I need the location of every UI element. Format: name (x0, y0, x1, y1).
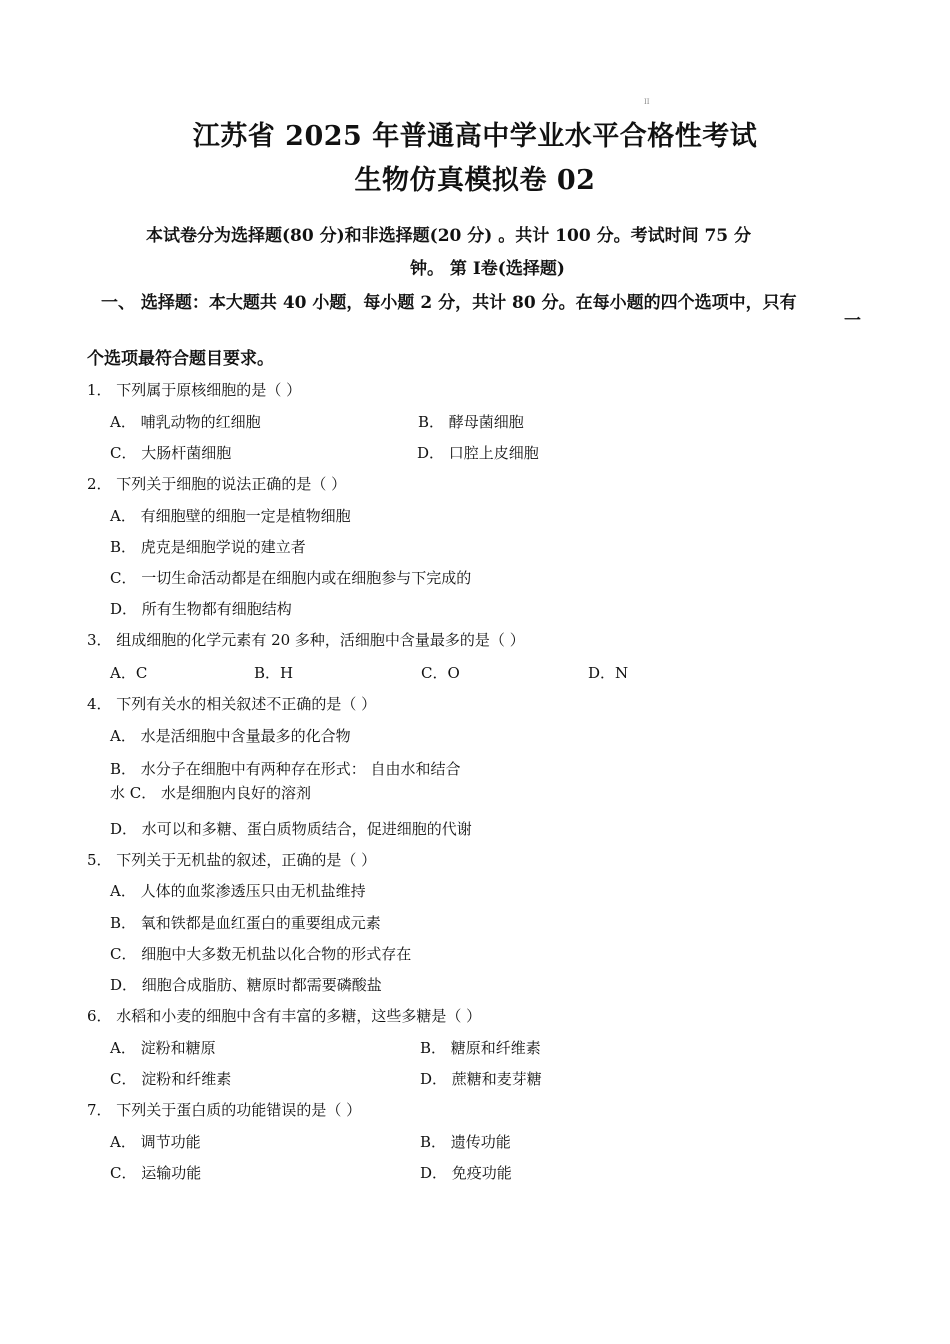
question-option: B． 虎克是细胞学说的建立者 (110, 538, 306, 556)
section-instructions-wrap: 一 (844, 311, 861, 331)
question-option: C． 一切生命活动都是在细胞内或在细胞参与下完成的 (110, 569, 472, 587)
exam-info-line-1: 本试卷分为选择题(80 分)和非选择题(20 分) 。共计 100 分。考试时间 75 分 (146, 226, 752, 246)
question-option: B． 酵母菌细胞 (418, 413, 524, 431)
question-option: C． 运输功能 (110, 1164, 202, 1182)
question-option: B． 糖原和纤维素 (420, 1039, 541, 1057)
question-option: A． 水是活细胞中含量最多的化合物 (110, 727, 351, 745)
question-option: C． 淀粉和纤维素 (110, 1070, 232, 1088)
question-option: A． 调节功能 (110, 1133, 201, 1151)
question-option: D． 口腔上皮细胞 (417, 444, 539, 462)
question-stem: 4． 下列有关水的相关叙述不正确的是（ ） (87, 695, 377, 713)
section-instructions: 一、 选择题：本大题共 40 小题，每小题 2 分，共计 80 分。在每小题的四个选项中，只有 (101, 293, 797, 313)
question-stem: 2． 下列关于细胞的说法正确的是（ ） (87, 475, 347, 493)
question-option: B． 遗传功能 (420, 1133, 511, 1151)
section-instructions-continued: 个选项最符合题目要求。 (87, 349, 274, 369)
question-option: D．N (588, 664, 629, 682)
question-option: B． 氧和铁都是血红蛋白的重要组成元素 (110, 914, 381, 932)
question-option: C． 大肠杆菌细胞 (110, 444, 232, 462)
exam-subtitle: 生物仿真模拟卷 02 (354, 165, 596, 196)
question-stem: 7． 下列关于蛋白质的功能错误的是（ ） (87, 1101, 362, 1119)
question-option: D． 细胞合成脂肪、糖原时都需要磷酸盐 (110, 976, 382, 994)
question-stem: 3． 组成细胞的化学元素有 20 多种，活细胞中含量最多的是（ ） (87, 631, 525, 649)
question-option: B． 水分子在细胞中有两种存在形式： 自由水和结合 (110, 760, 461, 778)
question-option: D． 水可以和多糖、蛋白质物质结合，促进细胞的代谢 (110, 820, 472, 838)
exam-title: 江苏省 2025 年普通高中学业水平合格性考试 (192, 121, 758, 152)
question-stem: 6． 水稻和小麦的细胞中含有丰富的多糖，这些多糖是（ ） (87, 1007, 482, 1025)
question-option: B．H (254, 664, 294, 682)
question-option: D． 所有生物都有细胞结构 (110, 600, 292, 618)
question-stem: 1． 下列属于原核细胞的是（ ） (87, 381, 302, 399)
question-option: A． 哺乳动物的红细胞 (110, 413, 261, 431)
question-option: D． 蔗糖和麦芽糖 (420, 1070, 542, 1088)
page-mark: II (644, 98, 650, 106)
question-option: 水 C． 水是细胞内良好的溶剂 (110, 784, 312, 802)
question-option: C．O (421, 664, 460, 682)
exam-info-line-2: 钟。 第 Ⅰ卷(选择题) (410, 259, 565, 279)
question-option: A． 淀粉和糖原 (110, 1039, 216, 1057)
question-option: A． 有细胞壁的细胞一定是植物细胞 (110, 507, 351, 525)
question-option: A．C (110, 664, 148, 682)
question-option: C． 细胞中大多数无机盐以化合物的形式存在 (110, 945, 412, 963)
question-option: A． 人体的血浆渗透压只由无机盐维持 (110, 882, 366, 900)
question-option: D． 免疫功能 (420, 1164, 512, 1182)
question-stem: 5． 下列关于无机盐的叙述，正确的是（ ） (87, 851, 377, 869)
